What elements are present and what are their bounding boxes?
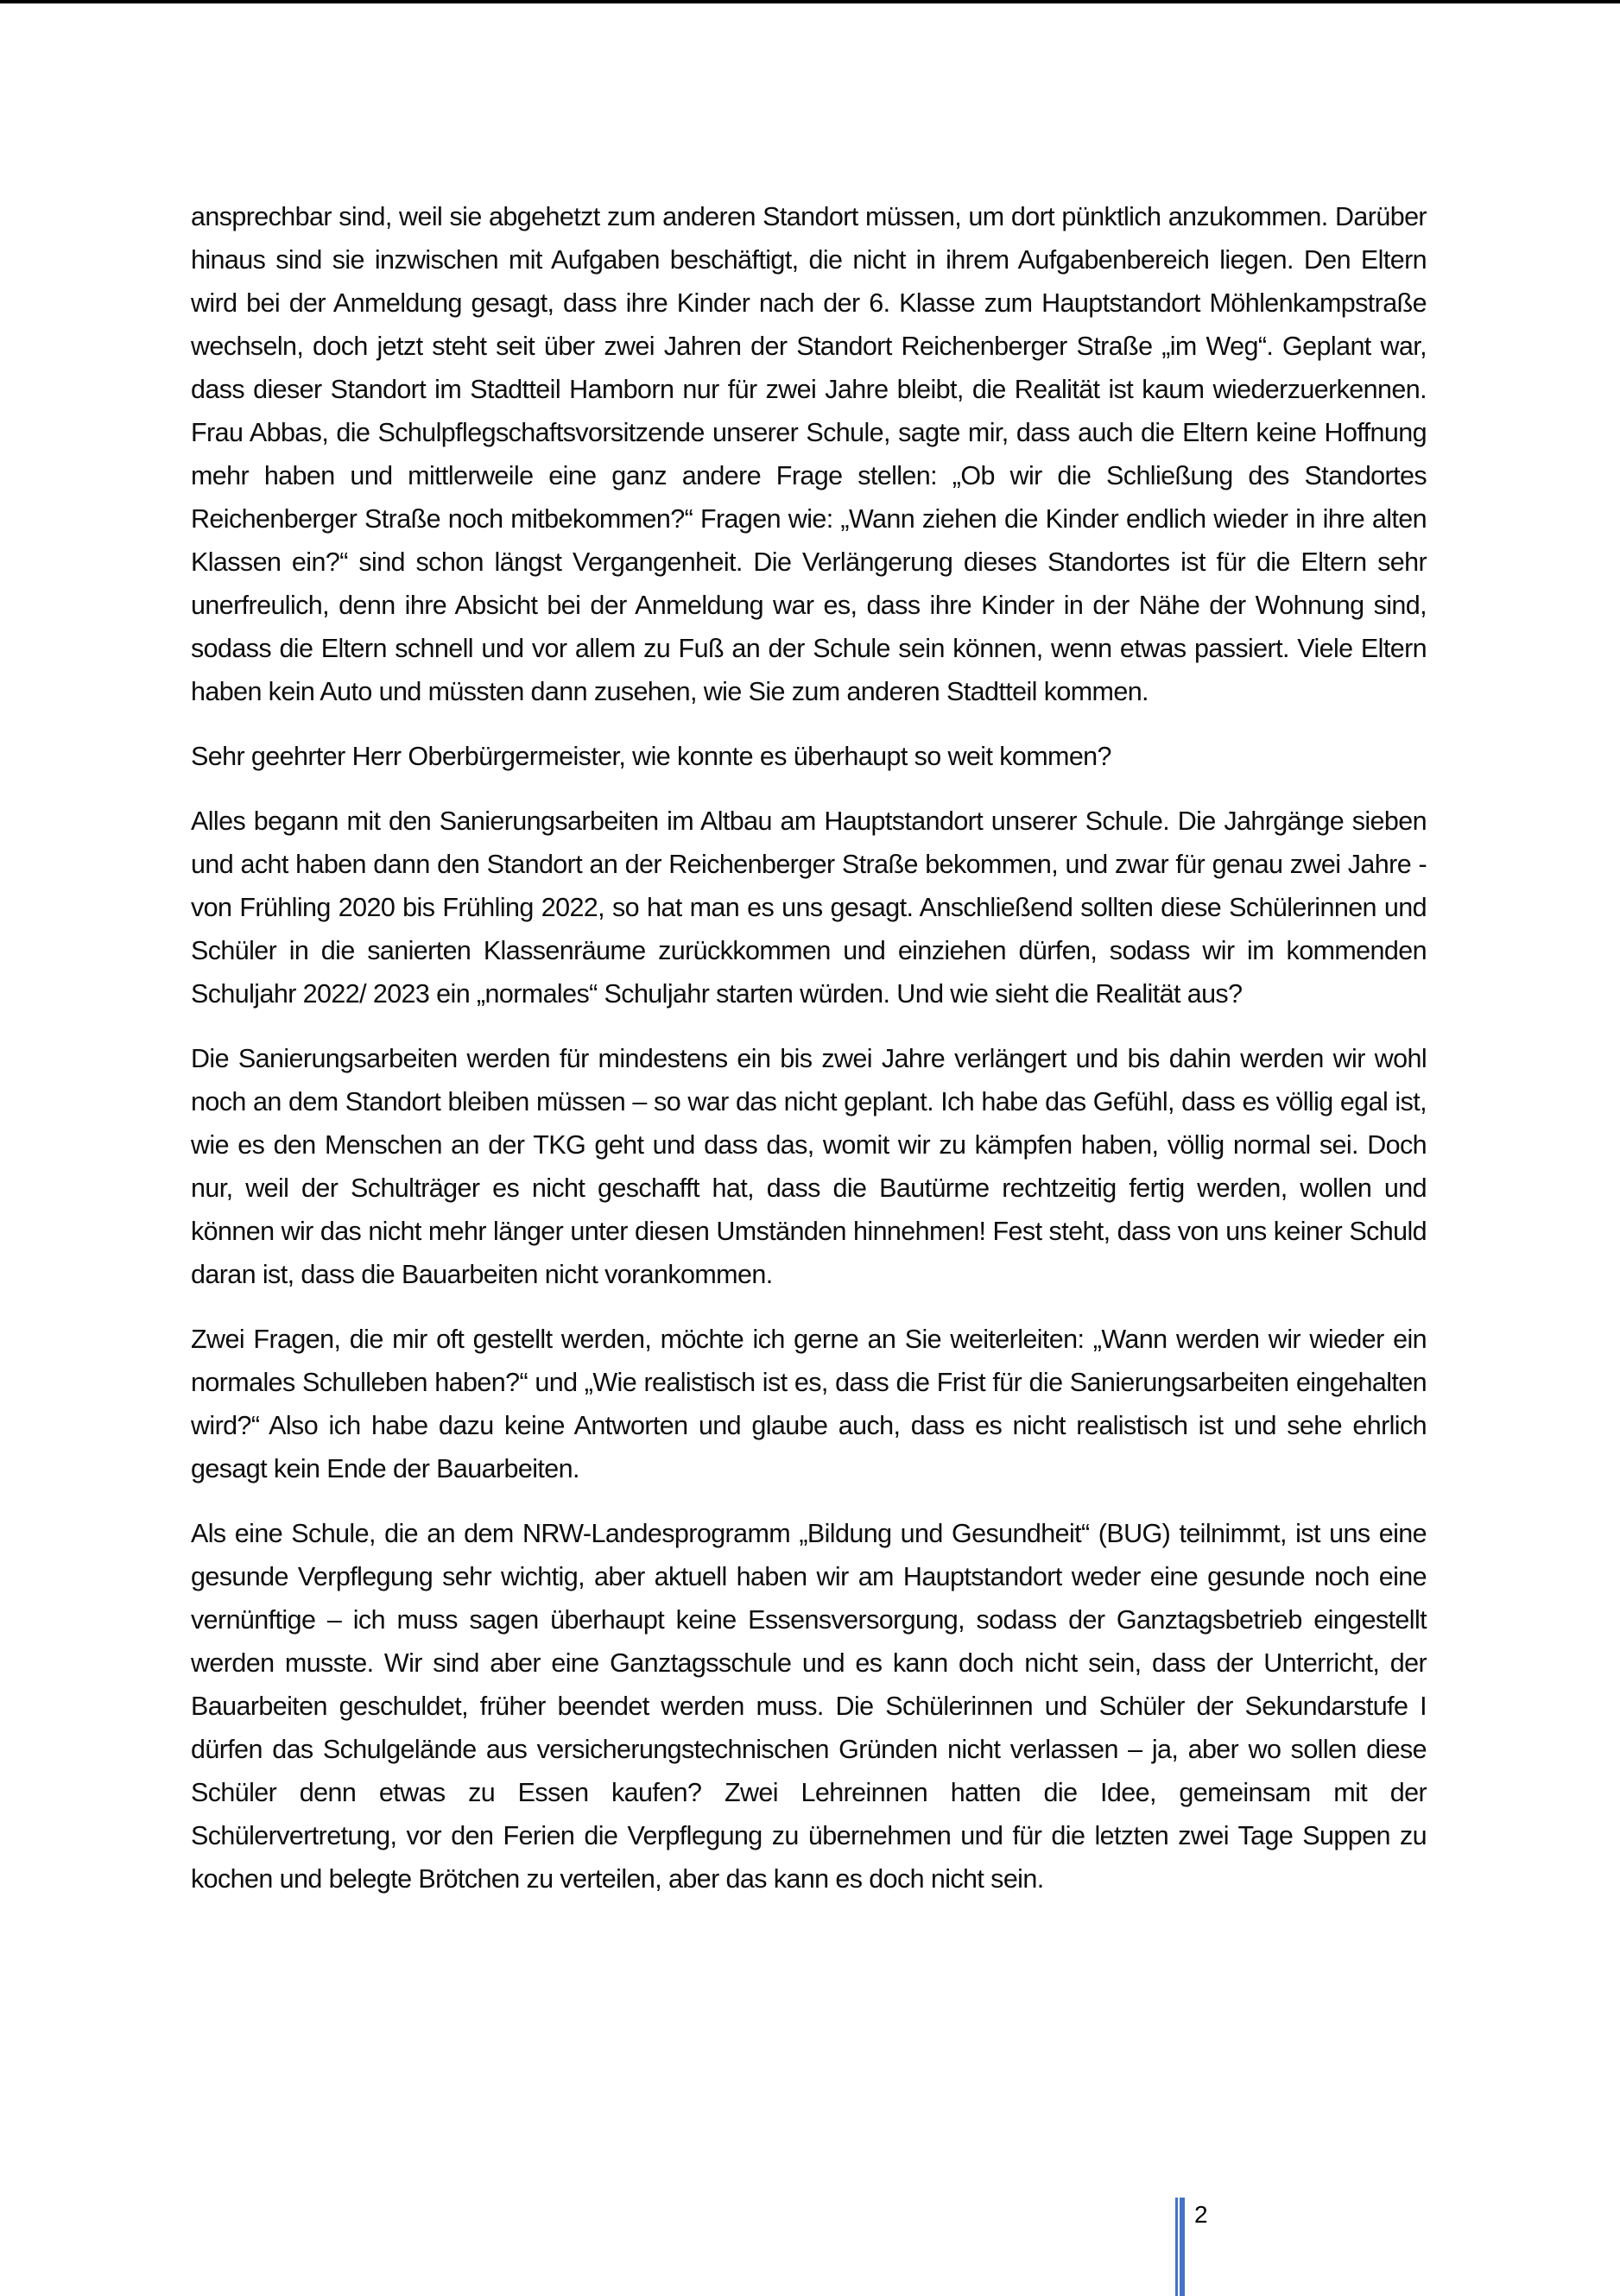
footer-accent-bar-thick [1180,2198,1185,2296]
paragraph-1: ansprechbar sind, weil sie abgehetzt zum anderen Standort müssen, um dort pünktlich anzukommen. Darüber hinaus sind sie inzwischen mit Aufgaben beschäftigt, die nicht in ihrem Aufgabenbereich liegen. Den Eltern wird bei der Anmeldung gesagt, dass ihre Kinder nach der 6. Klasse zum Hauptstandort Möhlenkampstraße wechseln, doch jetzt steht seit über zwei Jahren der Standort Reichenberger Straße „im Weg“. Geplant war, dass dieser Standort im Stadtteil Hamborn nur für zwei Jahre bleibt, die Realität ist kaum wiederzuerkennen. Frau Abbas, die Schulpflegschaftsvorsitzende unserer Schule, sagte mir, dass auch die Eltern keine Hoffnung mehr haben und mittlerweile eine ganz andere Frage stellen: „Ob wir die Schließung des Standortes Reichenberger Straße noch mitbekommen?“ Fragen wie: „Wann ziehen die Kinder endlich wieder in ihre alten Klassen ein?“ sind schon längst Vergangenheit. Die Verlängerung dieses Standortes ist für die Eltern sehr unerfreulich, denn ihre Absicht bei der Anmeldung war es, dass ihre Kinder in der Nähe der Wohnung sind, sodass die Eltern schnell und vor allem zu Fuß an der Schule sein können, wenn etwas passiert. Viele Eltern haben kein Auto und müssten dann zusehen, wie Sie zum anderen Stadtteil kommen. [191,202,1427,706]
document-body [191,195,1427,1922]
paragraph-6: Als eine Schule, die an dem NRW-Landesprogramm „Bildung und Gesundheit“ (BUG) teilnimmt, ist uns eine gesunde Verpflegung sehr wichtig, aber aktuell haben wir am Hauptstandort weder eine gesunde noch eine vernünftige – ich muss sagen überhaupt keine Essensversorgung, sodass der Ganztagsbetrieb eingestellt werden musste. Wir sind aber eine Ganztagsschule und es kann doch nicht sein, dass der Unterricht, der Bauarbeiten geschuldet, früher beendet werden muss. Die Schülerinnen und Schüler der Sekundarstufe I dürfen das Schulgelände aus versicherungstechnischen Gründen nicht verlassen – ja, aber wo sollen diese Schüler denn etwas zu Essen kaufen? Zwei Lehreinnen hatten die Idee, gemeinsam mit der Schülervertretung, vor den Ferien die Verpflegung zu übernehmen und für die letzten zwei Tage Suppen zu kochen und belegte Brötchen zu verteilen, aber das kann es doch nicht sein. [191,1519,1427,1894]
paragraph-3: Alles begann mit den Sanierungsarbeiten im Altbau am Hauptstandort unserer Schule. Die Jahrgänge sieben und acht haben dann den Standort an der Reichenberger Straße bekommen, und zwar für genau zwei Jahre - von Frühling 2020 bis Frühling 2022, so hat man es uns gesagt. Anschließend sollten diese Schülerinnen und Schüler in die sanierten Klassenräume zurückkommen und einziehen dürfen, sodass wir im kommenden Schuljahr 2022/ 2023 ein „normales“ Schuljahr starten würden. Und wie sieht die Realität aus? [191,806,1427,1009]
page-number: 2 [1194,2201,1208,2228]
paragraph-2-salutation-question: Sehr geehrter Herr Oberbürgermeister, wie konnte es überhaupt so weit kommen? [191,742,1111,771]
page-footer [1175,2198,1227,2296]
paragraph-4: Die Sanierungsarbeiten werden für mindestens ein bis zwei Jahre verlängert und bis dahin werden wir wohl noch an dem Standort bleiben müssen – so war das nicht geplant. Ich habe das Gefühl, dass es völlig egal ist, wie es den Menschen an der TKG geht und dass das, womit wir zu kämpfen haben, völlig normal sei. Doch nur, weil der Schulträger es nicht geschafft hat, dass die Bautürme rechtzeitig fertig werden, wollen und können wir das nicht mehr länger unter diesen Umständen hinnehmen! Fest steht, dass von uns keiner Schuld daran ist, dass die Bauarbeiten nicht vorankommen. [191,1044,1427,1289]
window-top-border [0,0,1620,3]
footer-accent-bar-thin [1175,2198,1178,2296]
paragraph-5: Zwei Fragen, die mir oft gestellt werden, möchte ich gerne an Sie weiterleiten: „Wann werden wir wieder ein normales Schulleben haben?“ und „Wie realistisch ist es, dass die Frist für die Sanierungsarbeiten eingehalten wird?“ Also ich habe dazu keine Antworten und glaube auch, dass es nicht realistisch ist und sehe ehrlich gesagt kein Ende der Bauarbeiten. [191,1325,1427,1483]
